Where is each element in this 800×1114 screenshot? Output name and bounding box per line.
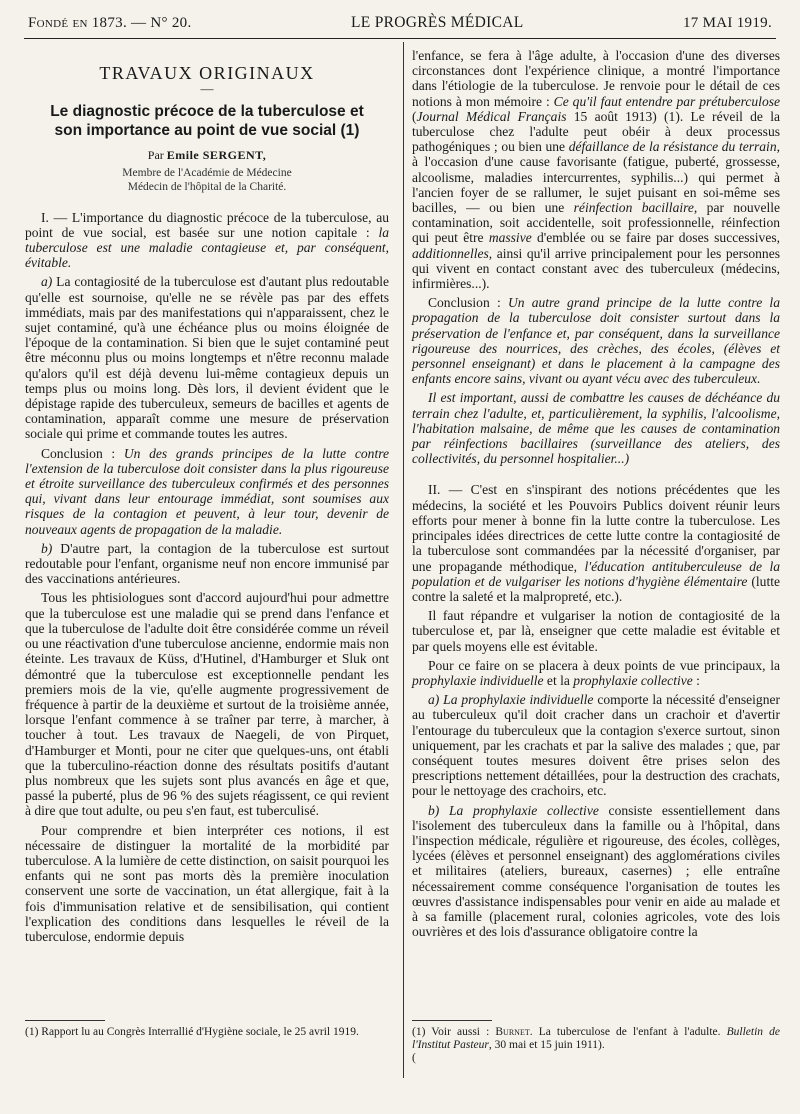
author-affiliation-1: Membre de l'Académie de Médecine bbox=[122, 166, 292, 179]
paragraph: Pour comprendre et bien interpréter ces notions, il est nécessaire de distinguer la mortalité de la morbidité par tuberculose. A la lumière de cette distinction, on saisit pourquoi les enfants qui ne sont pas morts dès la première inoculation conservent une sorte de vaccination, un état allergique, fait à la fois d'immunisation relative et de sensibilisation, qui contient l'explication des conditions dans lesquelles le réveil de la tuberculose, endormie depuis bbox=[25, 822, 389, 944]
footnote-right: (1) Voir aussi : Burnet. La tuberculose de l'enfant à l'adulte. Bulletin de l'Institut Pasteur, 30 mai et 15 juin 1911). ( bbox=[412, 1026, 781, 1064]
paragraph: a) La contagiosité de la tuberculose est d'autant plus redoutable qu'elle est sournoise, qu'elle ne se révèle pas par des effets immédiats, mais par des manifestations qui n'apparaissent, chez le sujet contaminé, qu'à une échéance plus ou moins éloignée de l'époque de la contamination. Si bien que le sujet contaminé peut être méconnu plus ou moins longtemps et n'être reconnu malade qu'alors qu'il est déjà devenu lui-même contagieux depuis un temps plus ou moins long. Dès lors, il devient évident que le dépistage rapide des tuberculeux, semeurs de bacilles et agents de contamination, apparaît comme une mesure de préservation sociale qui prime et commande toutes les autres. bbox=[25, 274, 389, 442]
paragraph: b) D'autre part, la contagion de la tuberculose est surtout redoutable pour l'enfant, organisme neuf non encore immunisé par des vaccinations antérieures. bbox=[25, 540, 389, 587]
journal-name: LE PROGRÈS MÉDICAL bbox=[351, 14, 524, 31]
header-date: 17 MAI 1919. bbox=[682, 15, 772, 31]
conclusion-paragraph: Conclusion : Un des grands principes de la lutte contre l'extension de la tuberculose doit consister dans la plus rigoureuse et étroite surveillance des tuberculeux confirmés et des personnes qui, vivant dans leur entourage immédiat, sont soumises aux risques de la contagion et peuvent, à leur tour, devenir de nouveaux agents de propagation de la maladie. bbox=[25, 445, 389, 537]
running-header bbox=[28, 14, 772, 34]
paragraph: l'enfance, se fera à l'âge adulte, à l'occasion d'une des diverses circonstances dont l'expérience clinique, a montré l'importance dans l'étiologie de la tuberculose. Je renvoie pour le détail de ces notions à mon mémoire : Ce qu'il faut entendre par prétuberculose (Journal Médical Français 15 août 1913) (1). Le réveil de la tuberculose chez l'adulte peut obéir à deux processus pathogéniques ; ou bien une défaillance de la résistance du terrain, à l'occasion d'une cause favorisante (fatigue, puberté, grossesse, alcoolisme, maladies intercurrentes, syphilis...) qui permet à l'ancien foyer de se rallumer, le sujet puisant en soi-même ses bacilles, — ou bien une réinfection bacillaire, par nouvelle contamination, soit accidentelle, soit professionnelle, réinfection qui peut être massive d'emblée ou se faire par doses successives, additionnelles, ainsi qu'il arrive principalement pour les personnes qui vivent en contact constant avec des tuberculeux (médecins, infirmières...). bbox=[412, 48, 780, 292]
left-column bbox=[25, 48, 389, 948]
author-name: Emile SERGENT, bbox=[166, 148, 267, 163]
byline bbox=[25, 148, 389, 163]
paragraph: II. — C'est en s'inspirant des notions précédentes que les médecins, la société et les Pouvoirs Publics doivent réunir leurs efforts pour mener à bonne fin la lutte contre la tuberculose. Les principales idées directrices de cette lutte contre la contagiosité de la tuberculose sont commandées par la nécessité d'organiser, par une propagande méthodique, l'éducation antituberculeuse de la population et de vulgariser les notions d'hygiène élémentaire (lutte contre la saleté et la malpropreté, etc.). bbox=[412, 482, 780, 604]
footnote-rule-right bbox=[412, 1020, 492, 1021]
right-column bbox=[412, 48, 780, 943]
paragraph: Pour ce faire on se placera à deux points de vue principaux, la prophylaxie individuelle et la prophylaxie collective : bbox=[412, 657, 780, 688]
article-title: Le diagnostic précoce de la tuberculose et son importance au point de vue social (1) bbox=[50, 103, 364, 140]
author-affiliation-2: Médecin de l'hôpital de la Charité. bbox=[127, 180, 287, 193]
paragraph: Il est important, aussi de combattre les causes de déchéance du terrain chez l'adulte, et, particulièrement, la syphilis, l'alcoolisme, l'habitation malsaine, de même que les causes de contamination par réinfections bacillaires (surveillance des ateliers, des collectivités, du personnel hospitalier...) bbox=[412, 390, 780, 467]
paragraph: Tous les phtisiologues sont d'accord aujourd'hui pour admettre que la tuberculose est une maladie qui se prend dans l'enfance et que la tuberculose de l'adulte doit être considérée comme un réveil ou une réactivation d'une tuberculose ancienne, endormie mais non éteinte. Les travaux de Küss, d'Hutinel, d'Hamburger et Sluk ont démontré que la tuberculose est exceptionnelle pendant les premiers mois de la vie, qu'elle augmente progressivement de fréquence à partir de la deuxième et surtout de la troisième année, lorsque l'enfant commence à se traîner par terre, à marcher, à toucher à tout. Les travaux de Naegeli, de von Pirquet, d'Hamburger et Monti, pour ne citer que quelques-uns, ont établi que la tuberculino-réaction donne des résultats positifs d'autant plus nombreux que les sujets sont plus avancés en âge et que, passé la puberté, plus de 96 % des sujets réagissent, ce qui revient à dire que tout adulte, ou peu s'en faut, est tuberculisé. bbox=[25, 590, 389, 819]
byline-prefix: Par bbox=[147, 148, 164, 163]
header-left: Fondé en 1873. — N° 20. bbox=[28, 15, 192, 31]
paragraph: a) La prophylaxie individuelle comporte la nécessité d'enseigner au tuberculeux qu'il doit cracher dans un crachoir et d'avertir l'entourage du tuberculeux que la contagion s'exerce surtout, sinon uniquement, par les crachats et par la salive des malades ; que, par conséquent toutes mesures doivent être prises selon des prescriptions nettement détaillées, pour la destruction des crachats, pour le nettoyage des crachoirs, etc. bbox=[412, 692, 781, 799]
section-title: TRAVAUX ORIGINAUX bbox=[99, 63, 315, 83]
paragraph: Il faut répandre et vulgariser la notion de contagiosité de la tuberculose et, par là, enseigner que cette maladie est évitable et par quels moyens elle est évitable. bbox=[412, 608, 780, 654]
paragraph: b) La prophylaxie collective consiste essentiellement dans l'isolement des tuberculeux dans la famille ou à l'hôpital, dans l'inspection médicale, régulière et rigoureuse, des écoles, collèges, lycées (élèves et personnel enseignant) des agglomérations civiles et militaires (ateliers, bureaux, casernes) ; elle entraîne nécessairement comme conséquence l'organisation de toutes les œuvres d'assistance indispensables pour venir en aide au malade et à sa famille (placement rural, colonies agricoles, vote des lois ouvrières et des lois d'assurance obligatoire contre la bbox=[412, 802, 780, 940]
header-rule bbox=[24, 38, 776, 39]
footnote-rule-left bbox=[25, 1020, 105, 1021]
column-divider bbox=[403, 42, 404, 1078]
section-dash: — bbox=[200, 81, 214, 97]
footnote-left: (1) Rapport lu au Congrès Interrallié d'Hygiène sociale, le 25 avril 1919. bbox=[25, 1026, 359, 1038]
paragraph: I. — L'importance du diagnostic précoce de la tuberculose, au point de vue social, est basée sur une notion capitale : la tuberculose est une maladie contagieuse et, par conséquent, évitable. bbox=[25, 209, 389, 271]
conclusion-paragraph: Conclusion : Un autre grand principe de la lutte contre la propagation de la tuberculose doit consister surtout dans la préservation de l'enfance et, par conséquent, dans la surveillance rigoureuse des nourrices, des crèches, des écoles, (élèves et personnel enseignant) et dans le placement à la campagne des enfants encore sains, vivant ou ayant vécu avec des tuberculeux. bbox=[412, 295, 780, 387]
